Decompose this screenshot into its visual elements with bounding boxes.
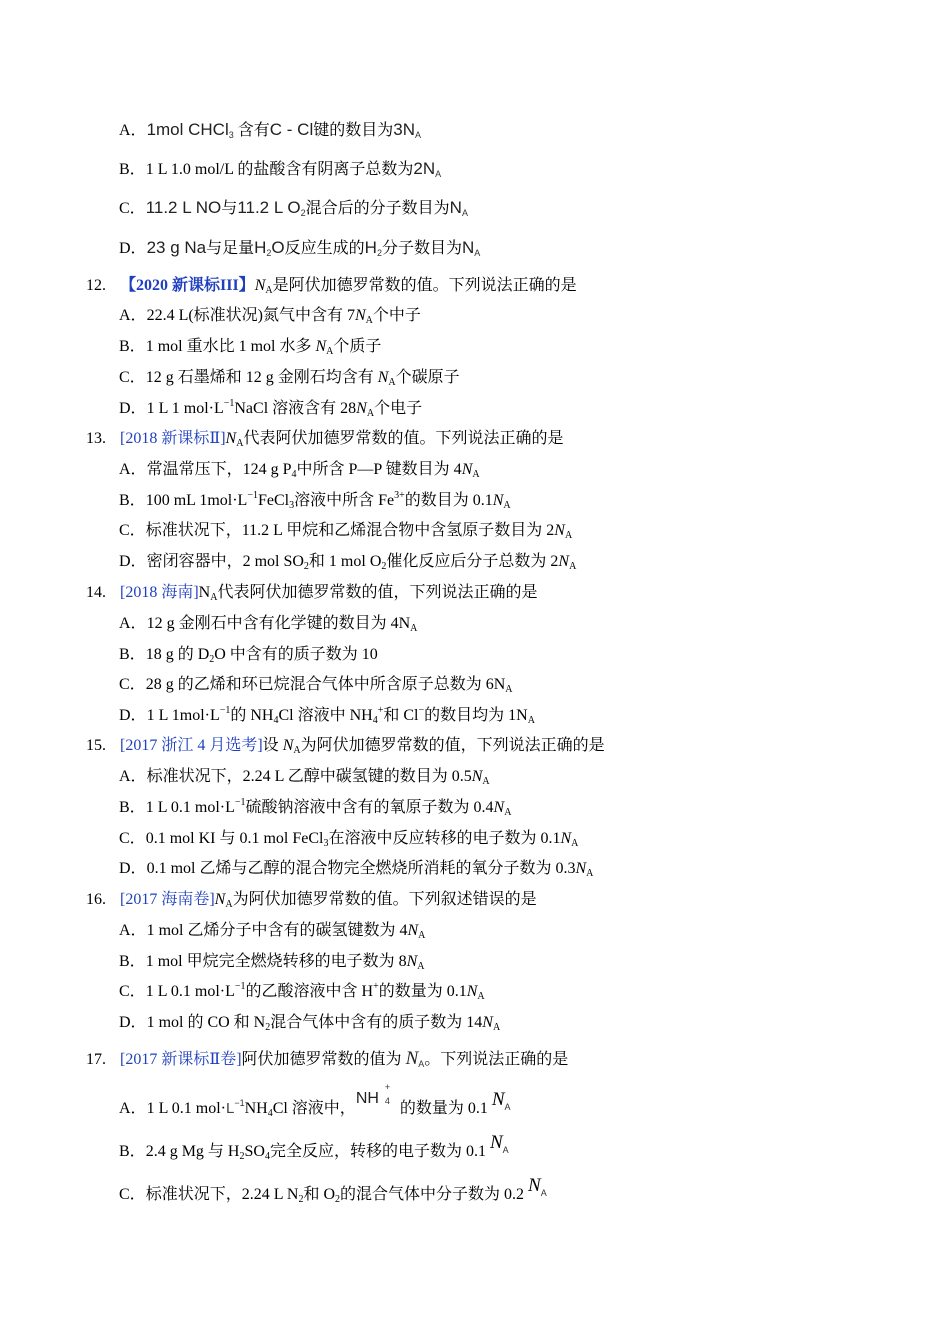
- question-16: 16. [2017 海南卷]$N_A$为阿伏加德罗常数的值。下列叙述错误的是: [86, 891, 537, 910]
- option-12c: C．12 g 石墨烯和 12 g 金刚石均含有 $N_A$个碳原子: [119, 369, 460, 388]
- option-13d: D．密闭容器中，2 mol $SO_2$和 1 mol $O_2$催化反应后分子总数为 $2N_A$: [119, 553, 577, 572]
- option-15b: B．1 L 0.1 $mol\cdot L^{-1}$硫酸钠溶液中含有的氧原子数为 $0.4N_A$: [119, 797, 512, 818]
- option-11d: D．23 g Na与足量$H_2O$反应生成的$H_2$分子数目为$N_A$: [119, 238, 481, 258]
- option-16a: A．1 mol 乙烯分子中含有的碳氢键数为 $4N_A$: [119, 922, 426, 941]
- question-12: 12. 【2020 新课标III】$N_A$是阿伏加德罗常数的值。下列说法正确的是: [86, 277, 577, 296]
- option-13b: B．100 mL $1mol\cdot L^{-1}FeCl_3$溶液中所含 $Fe^{3+}$的数目为 $0.1N_A$: [119, 490, 511, 511]
- option-16b: B．1 mol 甲烷完全燃烧转移的电子数为 $8N_A$: [119, 953, 425, 972]
- option-11c: C．11.2 L NO与11.2 L $O_2$混合后的分子数目为$N_A$: [119, 198, 468, 218]
- option-12d: D．1 L 1 $mol\cdot L^{-1}NaCl$ 溶液含有 $28N_A$个电子: [119, 398, 423, 419]
- option-14c: C．28 g 的乙烯和环已烷混合气体中所含原子总数为 $6N_A$: [119, 676, 513, 695]
- option-16d: D．1 mol 的 CO 和 $N_2$混合气体中含有的质子数为 $14N_A$: [119, 1014, 501, 1033]
- option-17b: B．2.4 g Mg 与 $H_2SO_4$完全反应，转移的电子数为 0.1 $N_A$: [119, 1132, 509, 1162]
- option-11a: A．1mol CHCl$_3$ 含有C - Cl键的数目为$3N_A$: [119, 120, 421, 140]
- option-14a: A．12 g 金刚石中含有化学键的数目为 $4N_A$: [119, 615, 418, 634]
- option-15a: A．标准状况下，2.24 L 乙醇中碳氢键的数目为 $0.5N_A$: [119, 768, 490, 787]
- question-17: 17. [2017 新课标Ⅱ卷]阿伏加德罗常数的值为 $N_A$。下列说法正确的是: [86, 1048, 569, 1069]
- option-13c: C．标准状况下，11.2 L 甲烷和乙烯混合物中含氢原子数目为 $2N_A$: [119, 522, 573, 541]
- option-12a: A．22.4 L(标准状况)氮气中含有 $7N_A$个中子: [119, 307, 421, 326]
- option-11b: B．1 L 1.0 mol/L 的盐酸含有阴离子总数为$2N_A$: [119, 159, 442, 179]
- option-17a: A．1 L 0.1 $mol\cdot L^{-1}NH_4Cl$ 溶液中，NH + 4 的数量为 0.1 $N_A$: [119, 1082, 511, 1119]
- option-16c: C．1 L 0.1 $mol\cdot L^{-1}$的乙酸溶液中含 H+的数量为 $0.1N_A$: [119, 981, 485, 1002]
- question-15: 15. [2017 浙江 4 月选考]设 $N_A$为阿伏加德罗常数的值，下列说法正确的是: [86, 737, 605, 756]
- option-15d: D．0.1 mol 乙烯与乙醇的混合物完全燃烧所消耗的氧分子数为 $0.3N_A$: [119, 860, 594, 879]
- option-12b: B．1 mol 重水比 1 mol 水多 $N_A$个质子: [119, 338, 382, 357]
- option-15c: C．0.1 mol KI 与 0.1 mol FeCl$_3$在溶液中反应转移的电子数为 $0.1N_A$: [119, 830, 579, 849]
- question-14: 14. [2018 海南]$N_A$代表阿伏加德罗常数的值，下列说法正确的是: [86, 584, 538, 603]
- option-13a: A．常温常压下，124 g $P_4$中所含 P—P 键数目为 $4N_A$: [119, 461, 480, 480]
- question-13: 13. [2018 新课标$Ⅱ]N_A$代表阿伏加德罗常数的值。下列说法正确的是: [86, 430, 564, 449]
- option-14d: D．1 L $1mol\cdot L^{-1}$的 $NH_4Cl$ 溶液中 $NH_4^+$和 Cl−的数目均为 $1N_A$: [119, 705, 535, 726]
- option-14b: B．18 g 的 $D_2O$ 中含有的质子数为 10: [119, 646, 378, 665]
- option-17c: C．标准状况下，2.24 L $N_2$和 $O_2$的混合气体中分子数为 0.2 $N_A$: [119, 1175, 547, 1205]
